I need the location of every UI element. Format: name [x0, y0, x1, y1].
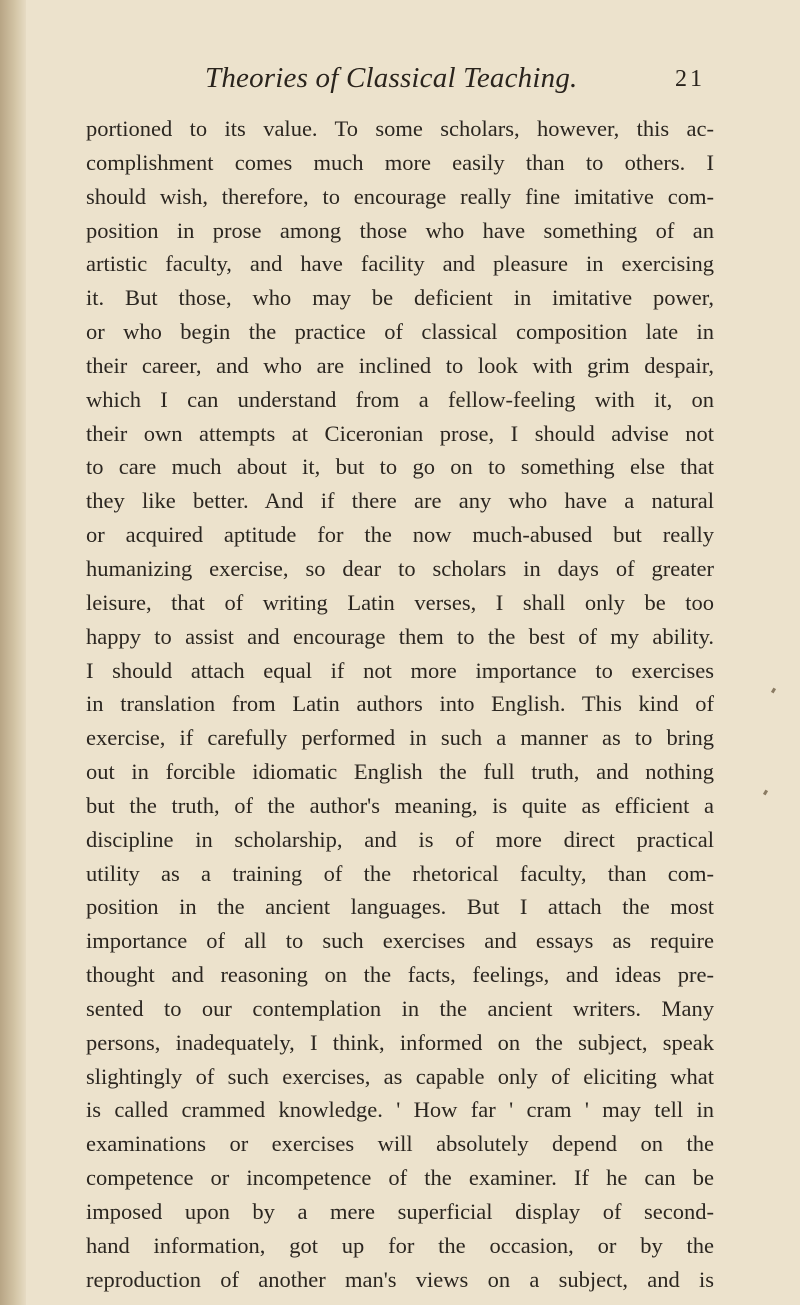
text-line: but the truth, of the author's meaning, is quite as efficient a — [86, 792, 714, 818]
text-line: humanizing exercise, so dear to scholars in days of greater — [86, 555, 714, 581]
text-line: slightingly of such exercises, as capable only of eliciting what — [86, 1063, 714, 1089]
text-line: thought and reasoning on the facts, feelings, and ideas pre- — [86, 962, 714, 988]
text-line: importance of all to such exercises and essays as require — [86, 928, 714, 954]
margin-mark — [763, 790, 768, 796]
text-line: I should attach equal if not more importance to exercises — [86, 657, 714, 683]
text-line: is called crammed knowledge. ' How far ' cram ' may tell in — [86, 1097, 714, 1123]
text-line: reproduction of another man's views on a subject, and is — [86, 1266, 714, 1292]
text-line: or acquired aptitude for the now much-abused but really — [86, 522, 714, 548]
text-line: exercise, if carefully performed in such a manner as to bring — [86, 725, 714, 751]
text-line: it. But those, who may be deficient in imitative power, — [86, 285, 714, 311]
text-line: examinations or exercises will absolutely depend on the — [86, 1131, 714, 1157]
text-line: which I can understand from a fellow-feeling with it, on — [86, 386, 714, 412]
text-line: in translation from Latin authors into English. This kind of — [86, 691, 714, 717]
text-line: their own attempts at Ciceronian prose, I should advise not — [86, 420, 714, 446]
text-line: happy to assist and encourage them to the best of my ability. — [86, 623, 714, 649]
text-line: they like better. And if there are any who have a natural — [86, 488, 714, 514]
body-text — [86, 112, 714, 1297]
text-line: discipline in scholarship, and is of more direct practical — [86, 826, 714, 852]
text-line: their career, and who are inclined to look with grim despair, — [86, 352, 714, 378]
text-line: leisure, that of writing Latin verses, I shall only be too — [86, 589, 714, 615]
text-line: competence or incompetence of the examiner. If he can be — [86, 1165, 714, 1191]
text-line: sented to our contemplation in the ancient writers. Many — [86, 995, 714, 1021]
text-line: out in forcible idiomatic English the full truth, and nothing — [86, 759, 714, 785]
text-line: utility as a training of the rhetorical faculty, than com- — [86, 860, 714, 886]
page-header — [205, 62, 705, 106]
text-line: persons, inadequately, I think, informed on the subject, speak — [86, 1029, 714, 1055]
text-line: artistic faculty, and have facility and pleasure in exercising — [86, 251, 714, 277]
binding-gutter — [0, 0, 26, 1305]
text-line: to care much about it, but to go on to something else that — [86, 454, 714, 480]
text-line: complishment comes much more easily than to others. I — [86, 149, 714, 175]
text-line: portioned to its value. To some scholars, however, this ac- — [86, 116, 714, 141]
page-number: 21 — [675, 66, 705, 92]
text-line: position in the ancient languages. But I attach the most — [86, 894, 714, 920]
running-title: Theories of Classical Teaching. — [205, 62, 578, 94]
text-line: imposed upon by a mere superficial display of second- — [86, 1199, 714, 1224]
text-line: hand information, got up for the occasion, or by the — [86, 1232, 714, 1258]
text-line: position in prose among those who have something of an — [86, 217, 714, 243]
text-line: or who begin the practice of classical composition late in — [86, 319, 714, 345]
text-line: should wish, therefore, to encourage really fine imitative com- — [86, 183, 714, 209]
margin-mark — [771, 688, 776, 694]
